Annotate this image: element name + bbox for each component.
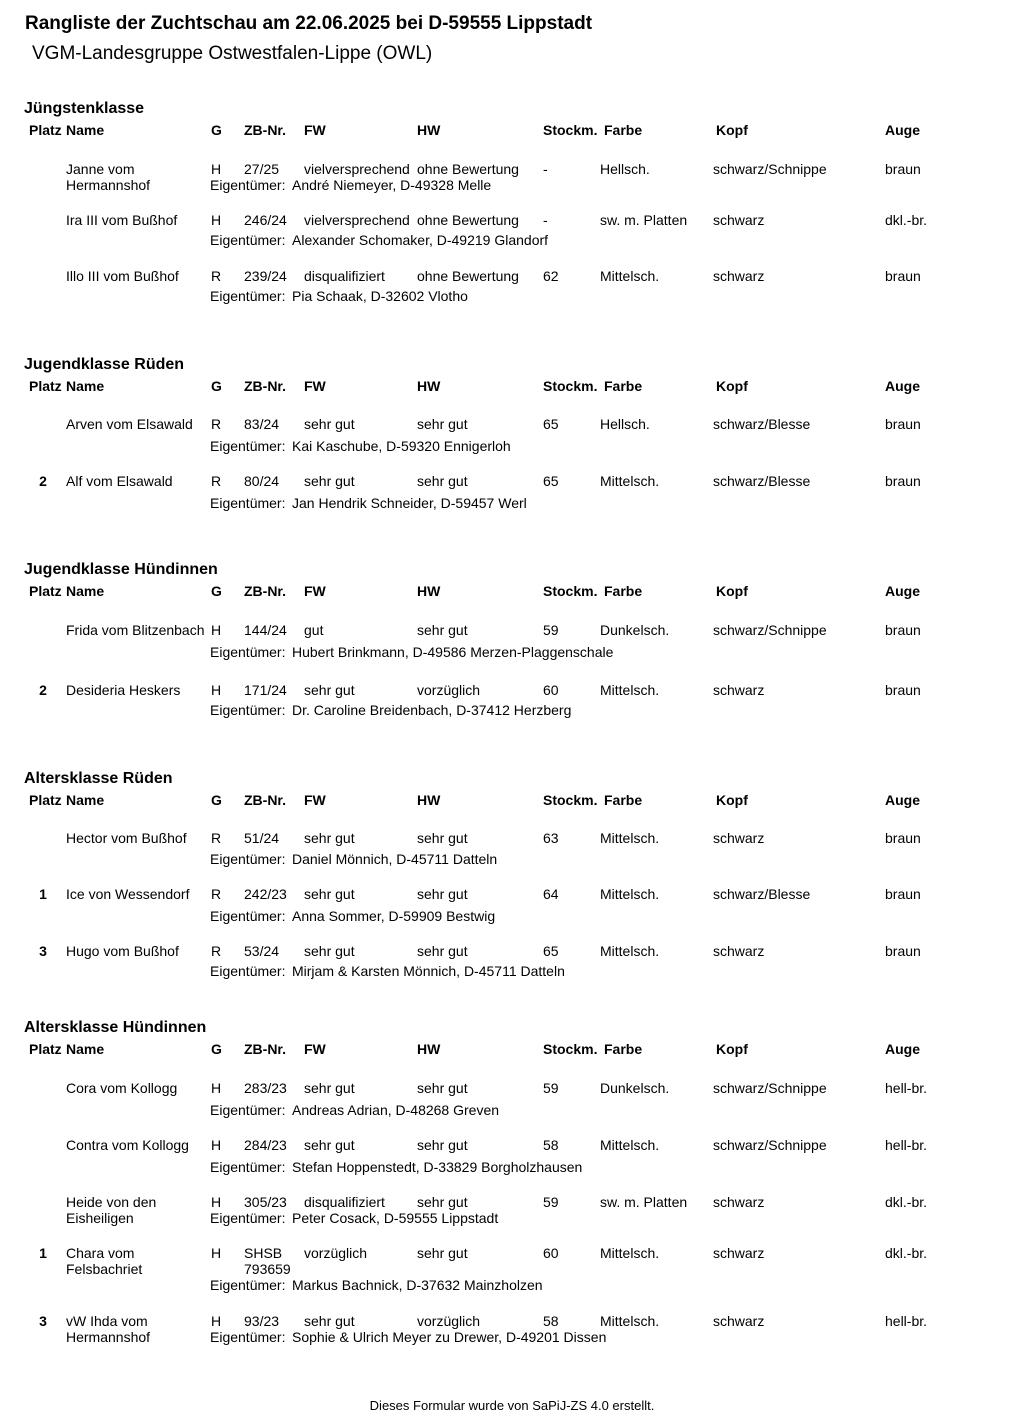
- field-g: H: [211, 1137, 222, 1153]
- dog-name: Ice von Wessendorf: [66, 886, 190, 902]
- dog-name: Hugo vom Bußhof: [66, 943, 179, 959]
- owner-value: Kai Kaschube, D-59320 Ennigerloh: [292, 438, 511, 454]
- field-fw: disqualifiziert: [304, 268, 385, 284]
- field-g: R: [211, 268, 222, 284]
- owner-value: Peter Cosack, D-59555 Lippstadt: [292, 1210, 499, 1226]
- column-header-fw: FW: [304, 378, 326, 394]
- section-title: Jüngstenklasse: [24, 100, 145, 117]
- field-farbe: Mittelsch.: [600, 886, 660, 902]
- field-farbe: Hellsch.: [600, 161, 650, 177]
- field-auge: dkl.-br.: [885, 212, 928, 228]
- field-g: R: [211, 830, 222, 846]
- owner-value: Jan Hendrik Schneider, D-59457 Werl: [292, 495, 527, 511]
- owner-value: Alexander Schomaker, D-49219 Glandorf: [292, 232, 549, 248]
- field-stockm: 62: [543, 268, 559, 284]
- field-fw: sehr gut: [304, 886, 355, 902]
- dog-name: Felsbachriet: [66, 1261, 143, 1277]
- dog-name: Hermannshof: [66, 1329, 151, 1345]
- owner-label: Eigentümer:: [210, 702, 286, 718]
- field-stockm: 65: [543, 473, 559, 489]
- footer-note: Dieses Formular wurde von SaPiJ-ZS 4.0 erstellt.: [369, 1398, 655, 1413]
- field-auge: braun: [885, 622, 921, 638]
- field-fw: sehr gut: [304, 473, 355, 489]
- column-header-name: Name: [66, 378, 105, 394]
- field-stockm: 59: [543, 1080, 559, 1096]
- column-header-farbe: Farbe: [604, 1041, 643, 1057]
- column-header-auge: Auge: [885, 583, 920, 599]
- field-fw: vielversprechend: [304, 161, 410, 177]
- field-farbe: Dunkelsch.: [600, 1080, 670, 1096]
- field-stockm: 64: [543, 886, 559, 902]
- field-stockm: 59: [543, 1194, 559, 1210]
- field-g: H: [211, 1080, 222, 1096]
- field-fw: gut: [304, 622, 324, 638]
- column-header-kopf: Kopf: [716, 1041, 748, 1057]
- field-stockm: 58: [543, 1137, 559, 1153]
- owner-value: Dr. Caroline Breidenbach, D-37412 Herzberg: [292, 702, 572, 718]
- owner-value: Hubert Brinkmann, D-49586 Merzen-Plaggenschale: [292, 644, 614, 660]
- field-kopf: schwarz: [713, 268, 765, 284]
- field-hw: vorzüglich: [417, 682, 481, 698]
- field-farbe: Mittelsch.: [600, 1137, 660, 1153]
- column-header-farbe: Farbe: [604, 792, 643, 808]
- field-fw: sehr gut: [304, 682, 355, 698]
- field-zb: 283/23: [244, 1080, 287, 1096]
- column-header-hw: HW: [417, 122, 441, 138]
- dog-name: Cora vom Kollogg: [66, 1080, 178, 1096]
- field-g: H: [211, 161, 222, 177]
- field-stockm: 59: [543, 622, 559, 638]
- field-kopf: schwarz: [713, 1313, 765, 1329]
- field-stockm: -: [543, 212, 548, 228]
- placement-value: 3: [39, 1313, 47, 1329]
- document-title: Rangliste der Zuchtschau am 22.06.2025 bei D-59555 Lippstadt: [25, 13, 593, 34]
- owner-label: Eigentümer:: [210, 963, 286, 979]
- field-g: R: [211, 943, 222, 959]
- column-header-g: G: [211, 378, 222, 394]
- field-zb: 793659: [244, 1261, 291, 1277]
- field-fw: sehr gut: [304, 416, 355, 432]
- field-farbe: Dunkelsch.: [600, 622, 670, 638]
- column-header-auge: Auge: [885, 1041, 920, 1057]
- owner-label: Eigentümer:: [210, 177, 286, 193]
- field-kopf: schwarz/Schnippe: [713, 622, 827, 638]
- field-g: H: [211, 1245, 222, 1261]
- owner-label: Eigentümer:: [210, 1210, 286, 1226]
- owner-value: Pia Schaak, D-32602 Vlotho: [292, 288, 468, 304]
- placement-value: 2: [39, 682, 47, 698]
- column-header-platz: Platz: [29, 1041, 62, 1057]
- field-kopf: schwarz: [713, 1245, 765, 1261]
- owner-label: Eigentümer:: [210, 438, 286, 454]
- field-auge: braun: [885, 886, 921, 902]
- owner-label: Eigentümer:: [210, 851, 286, 867]
- column-header-hw: HW: [417, 792, 441, 808]
- column-header-fw: FW: [304, 583, 326, 599]
- field-zb: 83/24: [244, 416, 280, 432]
- owner-label: Eigentümer:: [210, 1102, 286, 1118]
- column-header-stockm: Stockm.: [543, 1041, 598, 1057]
- column-header-g: G: [211, 792, 222, 808]
- field-fw: vorzüglich: [304, 1245, 368, 1261]
- field-fw: sehr gut: [304, 943, 355, 959]
- column-header-auge: Auge: [885, 378, 920, 394]
- dog-name: Hector vom Bußhof: [66, 830, 187, 846]
- column-header-hw: HW: [417, 1041, 441, 1057]
- field-zb: 93/23: [244, 1313, 280, 1329]
- field-auge: hell-br.: [885, 1137, 928, 1153]
- field-zb: 53/24: [244, 943, 280, 959]
- field-kopf: schwarz/Blesse: [713, 886, 811, 902]
- field-kopf: schwarz/Schnippe: [713, 1137, 827, 1153]
- column-header-kopf: Kopf: [716, 583, 748, 599]
- field-hw: ohne Bewertung: [417, 212, 519, 228]
- field-kopf: schwarz: [713, 682, 765, 698]
- field-g: R: [211, 886, 222, 902]
- column-header-stockm: Stockm.: [543, 583, 598, 599]
- field-auge: braun: [885, 830, 921, 846]
- placement-value: 1: [39, 886, 47, 902]
- field-hw: sehr gut: [417, 416, 468, 432]
- dog-name: Janne vom: [66, 161, 135, 177]
- field-auge: dkl.-br.: [885, 1245, 928, 1261]
- field-auge: hell-br.: [885, 1080, 928, 1096]
- column-header-name: Name: [66, 792, 105, 808]
- field-hw: sehr gut: [417, 1194, 468, 1210]
- column-header-name: Name: [66, 122, 105, 138]
- field-farbe: Mittelsch.: [600, 473, 660, 489]
- column-header-platz: Platz: [29, 378, 62, 394]
- field-stockm: 60: [543, 682, 559, 698]
- field-farbe: Mittelsch.: [600, 943, 660, 959]
- field-fw: disqualifiziert: [304, 1194, 385, 1210]
- dog-name: vW Ihda vom: [66, 1313, 148, 1329]
- field-hw: ohne Bewertung: [417, 268, 519, 284]
- column-header-fw: FW: [304, 792, 326, 808]
- field-kopf: schwarz/Schnippe: [713, 1080, 827, 1096]
- column-header-name: Name: [66, 583, 105, 599]
- dog-name: Ira III vom Bußhof: [66, 212, 178, 228]
- column-header-hw: HW: [417, 583, 441, 599]
- field-hw: sehr gut: [417, 1245, 468, 1261]
- field-hw: sehr gut: [417, 886, 468, 902]
- field-hw: sehr gut: [417, 1137, 468, 1153]
- field-kopf: schwarz: [713, 212, 765, 228]
- column-header-farbe: Farbe: [604, 378, 643, 394]
- field-auge: braun: [885, 943, 921, 959]
- field-stockm: 65: [543, 416, 559, 432]
- field-zb: 242/23: [244, 886, 287, 902]
- placement-value: 1: [39, 1245, 47, 1261]
- section-title: Altersklasse Hündinnen: [24, 1019, 207, 1036]
- column-header-auge: Auge: [885, 792, 920, 808]
- field-zb: 51/24: [244, 830, 280, 846]
- field-g: H: [211, 682, 222, 698]
- column-header-auge: Auge: [885, 122, 920, 138]
- column-header-kopf: Kopf: [716, 378, 748, 394]
- field-farbe: Mittelsch.: [600, 830, 660, 846]
- owner-label: Eigentümer:: [210, 288, 286, 304]
- owner-value: Anna Sommer, D-59909 Bestwig: [292, 908, 496, 924]
- field-auge: braun: [885, 268, 921, 284]
- column-header-kopf: Kopf: [716, 122, 748, 138]
- field-stockm: 60: [543, 1245, 559, 1261]
- field-hw: sehr gut: [417, 473, 468, 489]
- field-farbe: Hellsch.: [600, 416, 650, 432]
- field-hw: sehr gut: [417, 1080, 468, 1096]
- section-title: Jugendklasse Rüden: [24, 356, 185, 373]
- field-g: R: [211, 416, 222, 432]
- dog-name: Frida vom Blitzenbach: [66, 622, 205, 638]
- column-header-name: Name: [66, 1041, 105, 1057]
- column-header-g: G: [211, 1041, 222, 1057]
- field-kopf: schwarz/Blesse: [713, 473, 811, 489]
- field-zb: SHSB: [244, 1245, 283, 1261]
- field-zb: 246/24: [244, 212, 287, 228]
- column-header-stockm: Stockm.: [543, 792, 598, 808]
- field-g: R: [211, 473, 222, 489]
- field-stockm: 58: [543, 1313, 559, 1329]
- field-g: H: [211, 1194, 222, 1210]
- owner-label: Eigentümer:: [210, 495, 286, 511]
- field-hw: sehr gut: [417, 830, 468, 846]
- column-header-kopf: Kopf: [716, 792, 748, 808]
- field-kopf: schwarz: [713, 1194, 765, 1210]
- field-fw: sehr gut: [304, 1080, 355, 1096]
- section-title: Jugendklasse Hündinnen: [24, 561, 218, 578]
- owner-value: André Niemeyer, D-49328 Melle: [292, 177, 492, 193]
- dog-name: Chara vom: [66, 1245, 135, 1261]
- column-header-stockm: Stockm.: [543, 378, 598, 394]
- document-subtitle: VGM-Landesgruppe Ostwestfalen-Lippe (OWL): [32, 43, 433, 64]
- owner-value: Mirjam & Karsten Mönnich, D-45711 Datteln: [292, 963, 565, 979]
- placement-value: 3: [39, 943, 47, 959]
- field-fw: sehr gut: [304, 830, 355, 846]
- field-zb: 239/24: [244, 268, 287, 284]
- field-g: H: [211, 622, 222, 638]
- field-zb: 27/25: [244, 161, 280, 177]
- owner-label: Eigentümer:: [210, 644, 286, 660]
- field-kopf: schwarz/Blesse: [713, 416, 811, 432]
- dog-name: Hermannshof: [66, 177, 151, 193]
- owner-label: Eigentümer:: [210, 232, 286, 248]
- dog-name: Arven vom Elsawald: [66, 416, 193, 432]
- field-zb: 144/24: [244, 622, 287, 638]
- field-fw: sehr gut: [304, 1313, 355, 1329]
- field-g: H: [211, 1313, 222, 1329]
- field-auge: hell-br.: [885, 1313, 928, 1329]
- field-auge: braun: [885, 473, 921, 489]
- owner-label: Eigentümer:: [210, 1329, 286, 1345]
- field-fw: sehr gut: [304, 1137, 355, 1153]
- dog-name: Eisheiligen: [66, 1210, 134, 1226]
- field-zb: 80/24: [244, 473, 280, 489]
- section-title: Altersklasse Rüden: [24, 770, 173, 787]
- owner-label: Eigentümer:: [210, 1277, 286, 1293]
- field-auge: dkl.-br.: [885, 1194, 928, 1210]
- column-header-zb: ZB-Nr.: [244, 378, 286, 394]
- dog-name: Illo III vom Bußhof: [66, 268, 179, 284]
- field-stockm: -: [543, 161, 548, 177]
- field-farbe: Mittelsch.: [600, 1245, 660, 1261]
- field-auge: braun: [885, 682, 921, 698]
- column-header-fw: FW: [304, 122, 326, 138]
- column-header-zb: ZB-Nr.: [244, 792, 286, 808]
- owner-value: Stefan Hoppenstedt, D-33829 Borgholzhausen: [292, 1159, 583, 1175]
- dog-name: Desideria Heskers: [66, 682, 181, 698]
- field-kopf: schwarz: [713, 830, 765, 846]
- dog-name: Contra vom Kollogg: [66, 1137, 189, 1153]
- field-kopf: schwarz/Schnippe: [713, 161, 827, 177]
- column-header-platz: Platz: [29, 792, 62, 808]
- column-header-zb: ZB-Nr.: [244, 122, 286, 138]
- owner-value: Daniel Mönnich, D-45711 Datteln: [292, 851, 498, 867]
- dog-name: Heide von den: [66, 1194, 157, 1210]
- column-header-platz: Platz: [29, 122, 62, 138]
- column-header-zb: ZB-Nr.: [244, 583, 286, 599]
- field-farbe: sw. m. Platten: [600, 1194, 688, 1210]
- owner-value: Sophie & Ulrich Meyer zu Drewer, D-49201 Dissen: [292, 1329, 607, 1345]
- field-zb: 171/24: [244, 682, 287, 698]
- dog-name: Alf vom Elsawald: [66, 473, 173, 489]
- field-farbe: Mittelsch.: [600, 268, 660, 284]
- placement-value: 2: [39, 473, 47, 489]
- field-zb: 284/23: [244, 1137, 287, 1153]
- field-hw: ohne Bewertung: [417, 161, 519, 177]
- column-header-stockm: Stockm.: [543, 122, 598, 138]
- column-header-farbe: Farbe: [604, 583, 643, 599]
- field-auge: braun: [885, 161, 921, 177]
- field-g: H: [211, 212, 222, 228]
- field-farbe: sw. m. Platten: [600, 212, 688, 228]
- column-header-fw: FW: [304, 1041, 326, 1057]
- field-stockm: 65: [543, 943, 559, 959]
- owner-value: Andreas Adrian, D-48268 Greven: [292, 1102, 500, 1118]
- field-hw: sehr gut: [417, 622, 468, 638]
- field-hw: vorzüglich: [417, 1313, 481, 1329]
- column-header-g: G: [211, 583, 222, 599]
- field-stockm: 63: [543, 830, 559, 846]
- column-header-zb: ZB-Nr.: [244, 1041, 286, 1057]
- column-header-farbe: Farbe: [604, 122, 643, 138]
- owner-value: Markus Bachnick, D-37632 Mainzholzen: [292, 1277, 543, 1293]
- owner-label: Eigentümer:: [210, 908, 286, 924]
- field-farbe: Mittelsch.: [600, 682, 660, 698]
- field-farbe: Mittelsch.: [600, 1313, 660, 1329]
- column-header-g: G: [211, 122, 222, 138]
- field-zb: 305/23: [244, 1194, 287, 1210]
- field-kopf: schwarz: [713, 943, 765, 959]
- column-header-hw: HW: [417, 378, 441, 394]
- column-header-platz: Platz: [29, 583, 62, 599]
- owner-label: Eigentümer:: [210, 1159, 286, 1175]
- field-auge: braun: [885, 416, 921, 432]
- field-fw: vielversprechend: [304, 212, 410, 228]
- field-hw: sehr gut: [417, 943, 468, 959]
